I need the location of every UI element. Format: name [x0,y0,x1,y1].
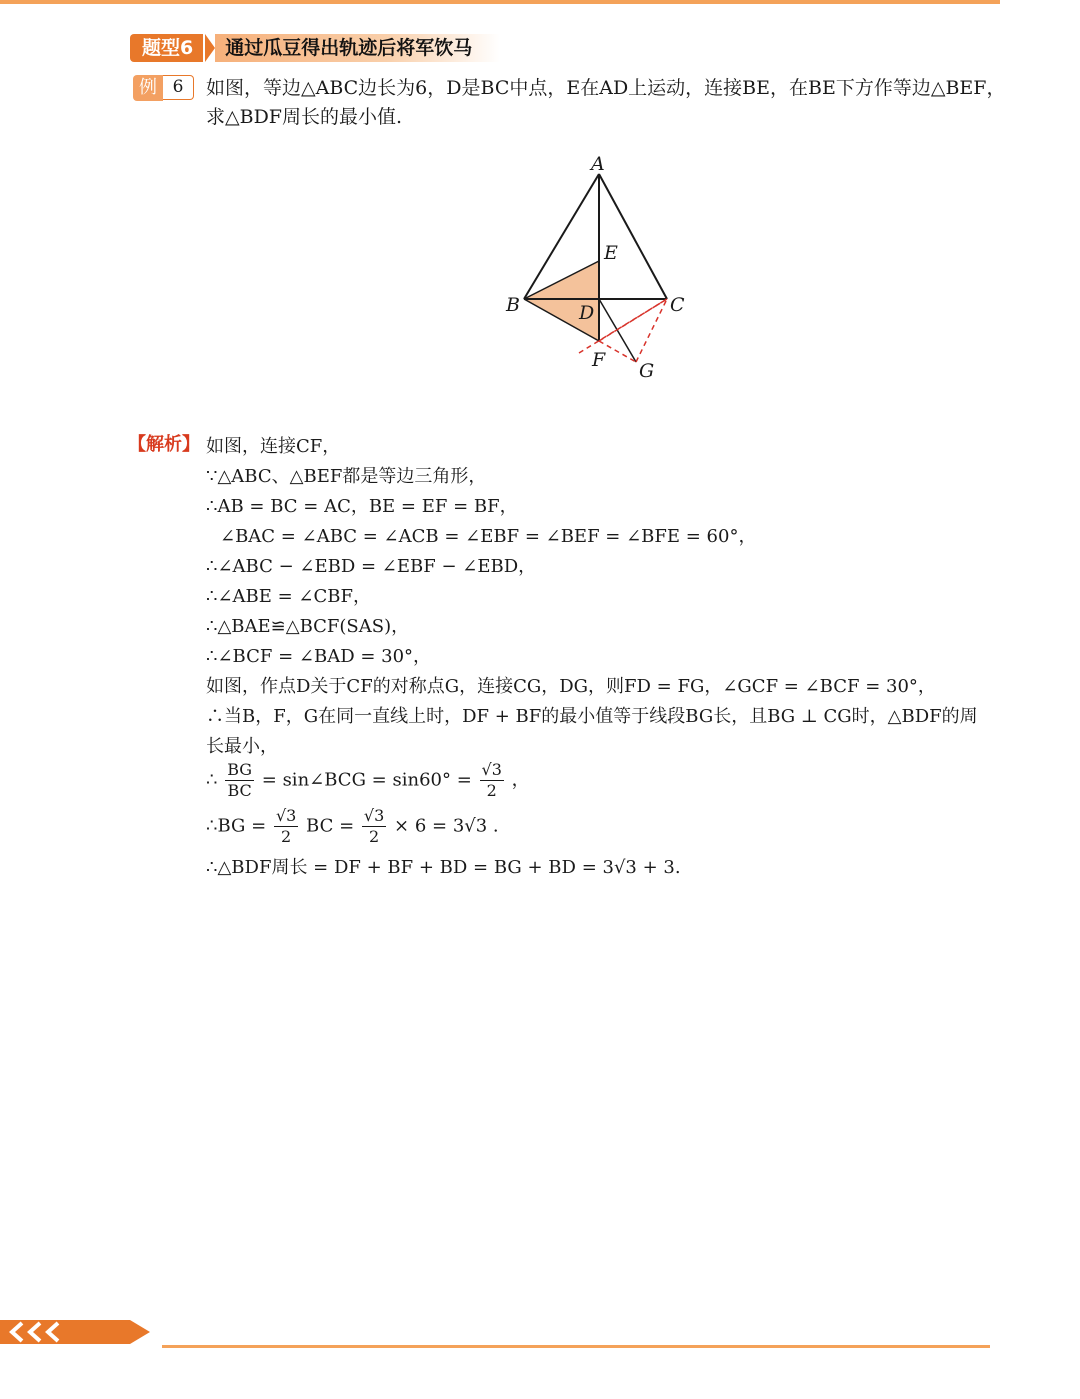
example-label: 例 [133,75,163,101]
fraction-root3-over-2 [480,760,504,801]
fraction-root3-over-2 [362,806,386,847]
triangle-bef-fill [524,261,599,341]
frac-numerator: √3 [481,760,502,779]
label-c: C [670,294,685,316]
geometry-figure [490,148,710,388]
frac-numerator: √3 [363,806,385,825]
footer-chevron-icon [0,1320,160,1360]
eq-prefix: ∴BG = [206,815,267,837]
segment-ac [599,174,667,299]
fraction-bg-bc [225,760,254,801]
label-e: E [604,242,618,264]
solution-line: ∴AB = BC = AC，BE = EF = BF， [206,496,518,517]
frac-numerator: BG [227,760,253,779]
footer-line [162,1345,990,1348]
solution-line: ∴△BAE≌△BCF(SAS)， [206,616,410,637]
final-result: ∴△BDF周长 = DF + BF + BD = BG + BD = 3√3 + 3. [206,857,681,878]
solution-label: 【解析】 [128,434,200,455]
frac-denominator: BC [227,781,252,800]
eq-end: × 6 = 3√3 . [394,815,499,837]
frac-denominator: 2 [486,781,497,800]
frac-denominator: 2 [281,827,292,846]
problem-line-1: 如图，等边△ABC边长为6，D是BC中点，E在AD上运动，连接BE，在BE下方作等边△BEF， [206,77,1006,99]
equation-sin-bcg [206,760,530,801]
solution-line: ∴∠ABC − ∠EBD = ∠EBF − ∠EBD， [206,556,537,577]
label-f: F [592,349,606,371]
equation-bg-value [206,806,499,847]
example-number: 6 [163,75,194,100]
label-g: G [639,360,655,382]
solution-line: 如图，作点D关于CF的对称点G，连接CG，DG，则FD = FG，∠GCF = ∠BCF = 30°， [206,676,936,697]
solution-line: ∠BAC = ∠ABC = ∠ACB = ∠EBF = ∠BEF = ∠BFE = 60°， [220,526,757,547]
problem-line-2: 求△BDF周长的最小值. [206,106,403,128]
section-title: 通过瓜豆得出轨迹后将军饮马 [215,34,500,62]
problem-statement [206,74,1006,132]
eq-prefix: ∴ [206,769,218,791]
frac-numerator: √3 [275,806,297,825]
label-d: D [579,302,595,324]
label-b: B [506,294,520,316]
section-heading [130,33,500,63]
solution-line: ∵△ABC、△BEF都是等边三角形， [206,466,487,487]
eq-middle: BC = [306,815,355,837]
eq-end: ， [511,769,530,791]
frac-denominator: 2 [369,827,380,846]
solution-line: ∴当B，F，G在同一直线上时，DF + BF的最小值等于线段BG长，且BG ⊥ CG时，△BDF的周 [206,706,978,727]
solution-line: 如图，连接CF， [206,436,341,457]
solution-line: 长最小， [206,736,278,757]
label-a: A [591,153,605,175]
top-accent-bar [0,0,1000,4]
fraction-root3-over-2 [274,806,298,847]
solution-line: ∴∠ABE = ∠CBF， [206,586,371,607]
solution-line: ∴∠BCF = ∠BAD = 30°， [206,646,432,667]
example-badge [133,75,194,101]
tag-arrow-icon [205,34,215,62]
eq-middle: = sin∠BCG = sin60° = [261,769,472,791]
type-tag: 题型6 [130,34,203,62]
